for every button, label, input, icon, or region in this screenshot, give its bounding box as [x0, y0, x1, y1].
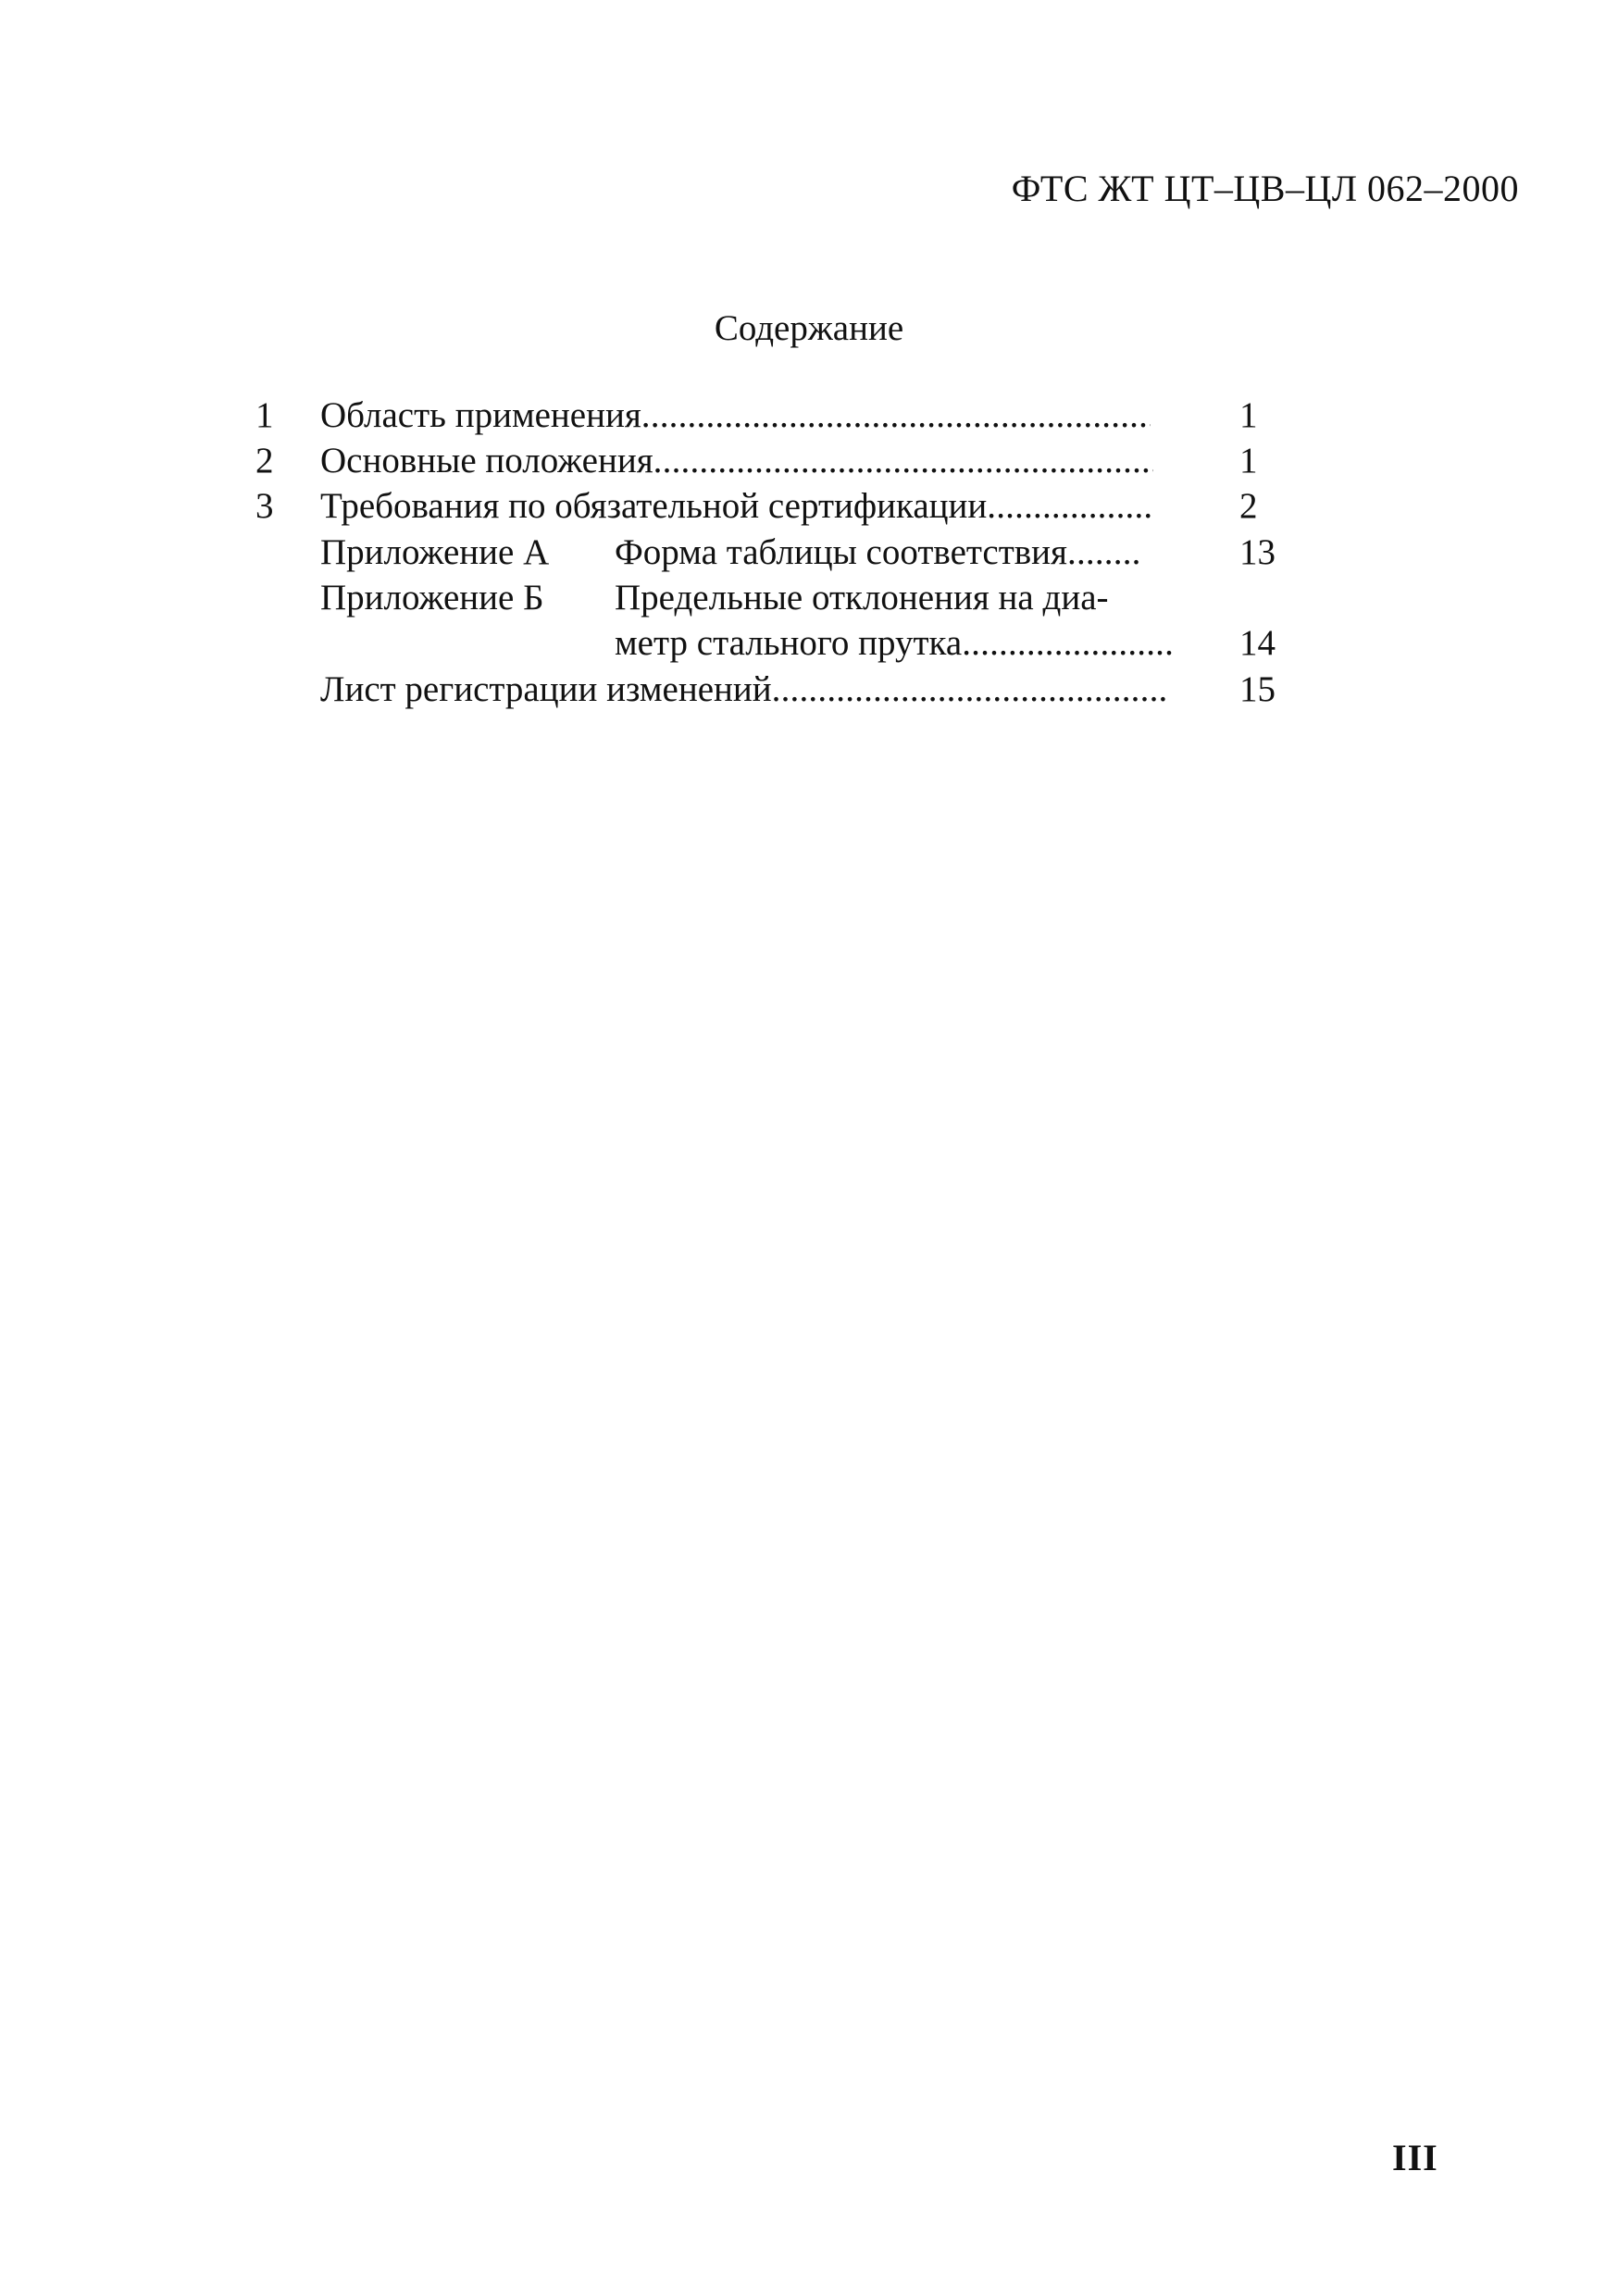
- toc-entry-text-line1: Предельные отклонения на диа-: [615, 578, 1109, 618]
- toc-entry-text: Требования по обязательной сертификации: [320, 486, 988, 526]
- toc-entry[interactable]: [0, 439, 1618, 483]
- dot-leader: [641, 393, 1151, 438]
- dot-leader: [987, 484, 1153, 529]
- dot-leader: [653, 439, 1153, 483]
- toc-entry-text: Область применения: [320, 395, 641, 435]
- appendix-label: Приложение Б: [320, 578, 544, 618]
- toc-entry-appendix-b[interactable]: [0, 576, 1618, 666]
- toc-entry-text: Лист регистрации изменений: [320, 669, 772, 709]
- toc-entry-number: 1: [255, 395, 274, 435]
- toc-entry[interactable]: [0, 484, 1618, 529]
- toc-entry-appendix-a[interactable]: [0, 530, 1618, 575]
- dot-leader: [1067, 530, 1143, 575]
- toc-entry-text: Форма таблицы соответствия: [615, 532, 1067, 572]
- toc-entry-number: 2: [255, 441, 274, 480]
- toc-entry[interactable]: [0, 668, 1618, 712]
- document-code: ФТС ЖТ ЦТ–ЦВ–ЦЛ 062–2000: [1011, 168, 1519, 209]
- toc-entry-page: 15: [1239, 669, 1276, 709]
- toc-entry[interactable]: [0, 393, 1618, 438]
- toc-entry-page: 14: [1239, 623, 1276, 663]
- toc-entry-page: 1: [1239, 395, 1258, 435]
- dot-leader: [772, 668, 1165, 712]
- appendix-label: Приложение А: [320, 532, 550, 572]
- toc-entry-text: Основные положения: [320, 441, 653, 480]
- page-number: III: [1392, 2137, 1438, 2178]
- toc-entry-page: 13: [1239, 532, 1276, 572]
- toc-entry-page: 1: [1239, 441, 1258, 480]
- toc-entry-number: 3: [255, 486, 274, 526]
- dot-leader: [962, 621, 1175, 666]
- toc-title: Содержание: [714, 308, 904, 348]
- toc-entry-page: 2: [1239, 486, 1258, 526]
- toc-entry-text-line2: метр стального прутка: [615, 623, 963, 663]
